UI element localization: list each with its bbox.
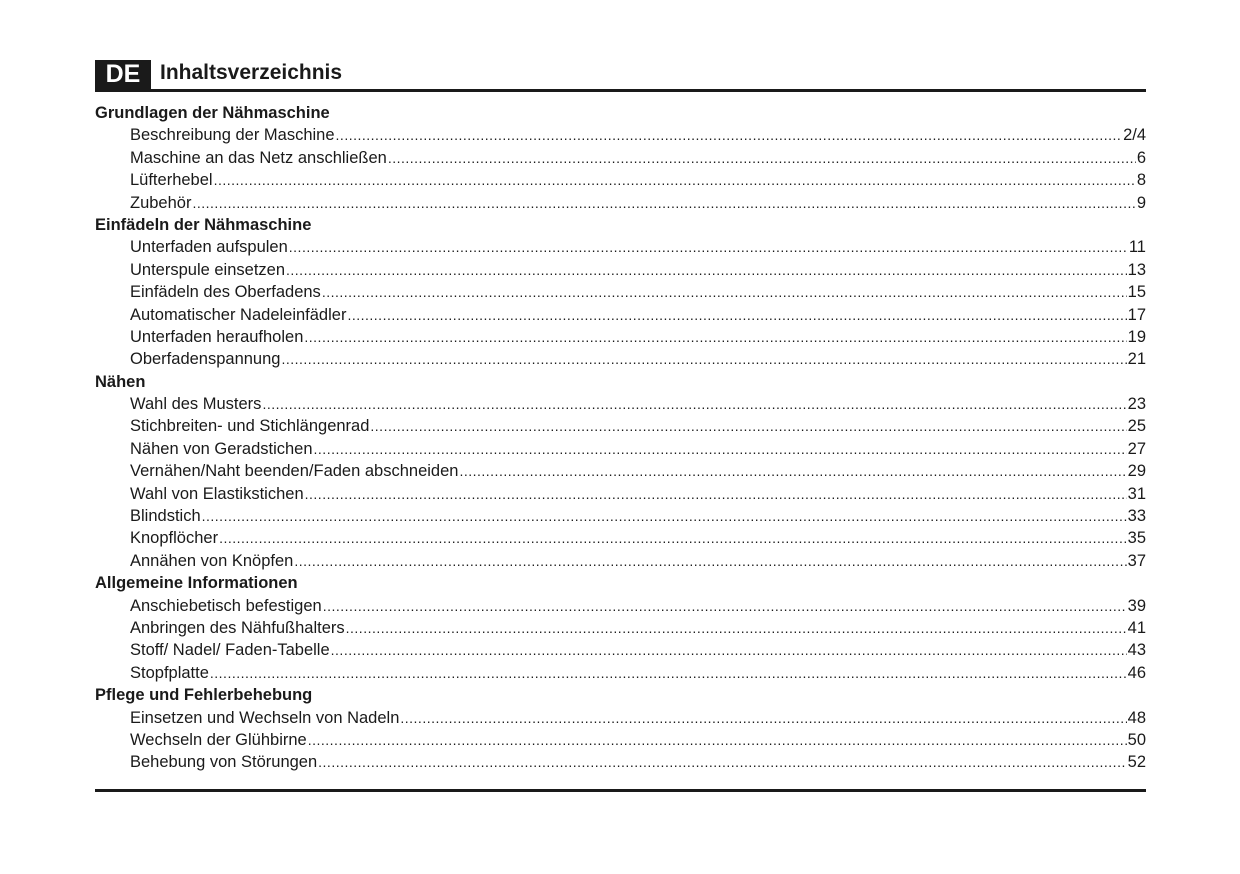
toc-entry-label: Unterfaden aufspulen: [130, 238, 288, 257]
toc-entry-label: Stoff/ Nadel/ Faden-Tabelle: [130, 641, 330, 660]
toc-section-heading: Einfädeln der Nähmaschine: [95, 215, 312, 234]
toc-entry[interactable]: [95, 662, 1146, 684]
toc-entry-label: Lüfterhebel: [130, 171, 213, 190]
dot-leader: [262, 393, 1126, 415]
toc-entry-page-number: 46: [1127, 663, 1146, 682]
toc-entry-label: Behebung von Störungen: [130, 753, 318, 772]
toc-entry[interactable]: [95, 192, 1146, 214]
toc-entry-page-number: 6: [1136, 148, 1146, 167]
page-header: [95, 58, 1146, 92]
toc-entry-page-number: 8: [1136, 171, 1146, 190]
toc-entry[interactable]: [95, 550, 1146, 572]
toc-section-heading: Grundlagen der Nähmaschine: [95, 104, 330, 122]
toc-entry-label: Oberfadenspannung: [130, 350, 281, 369]
table-of-contents: [95, 102, 1146, 774]
toc-entry-page-number: 48: [1127, 708, 1146, 727]
toc-entry[interactable]: [95, 527, 1146, 549]
toc-entry-page-number: 43: [1127, 641, 1146, 660]
toc-entry-label: Maschine an das Netz anschließen: [130, 148, 387, 167]
toc-entry[interactable]: [95, 617, 1146, 639]
toc-entry[interactable]: [95, 259, 1146, 281]
footer-divider: [95, 789, 1146, 792]
toc-entry[interactable]: [95, 505, 1146, 527]
toc-entry-page-number: 35: [1127, 529, 1146, 548]
dot-leader: [322, 281, 1127, 303]
dot-leader: [323, 595, 1127, 617]
toc-entry[interactable]: [95, 169, 1146, 191]
toc-entry-page-number: 21: [1127, 350, 1146, 369]
toc-section-heading: Pflege und Fehlerbehebung: [95, 686, 313, 705]
toc-entry-label: Beschreibung der Maschine: [130, 126, 335, 145]
dot-leader: [318, 751, 1126, 773]
toc-section: [95, 572, 1146, 684]
page-title: Inhaltsverzeichnis: [160, 61, 343, 84]
toc-entry-label: Knopflöcher: [130, 529, 219, 548]
dot-leader: [304, 326, 1126, 348]
toc-entry[interactable]: [95, 460, 1146, 482]
dot-leader: [202, 505, 1127, 527]
dot-leader: [459, 460, 1126, 482]
toc-entry[interactable]: [95, 729, 1146, 751]
toc-entry[interactable]: [95, 236, 1146, 258]
toc-entry-page-number: 52: [1127, 753, 1146, 772]
dot-leader: [286, 259, 1127, 281]
toc-entry-label: Vernähen/Naht beenden/Faden abschneiden: [130, 462, 459, 481]
dot-leader: [308, 729, 1127, 751]
toc-section: [95, 684, 1146, 774]
toc-entry-page-number: 25: [1127, 417, 1146, 436]
toc-section: [95, 371, 1146, 573]
dot-leader: [370, 415, 1126, 437]
toc-entry[interactable]: [95, 707, 1146, 729]
toc-entry[interactable]: [95, 639, 1146, 661]
toc-entry-page-number: 13: [1127, 260, 1146, 279]
toc-entry-label: Anschiebetisch befestigen: [130, 596, 322, 615]
toc-entry[interactable]: [95, 124, 1146, 146]
toc-entry-label: Unterfaden heraufholen: [130, 327, 304, 346]
toc-entry[interactable]: [95, 415, 1146, 437]
toc-entry-label: Nähen von Geradstichen: [130, 439, 313, 458]
toc-entry-label: Unterspule einsetzen: [130, 260, 286, 279]
toc-entry-page-number: 23: [1127, 395, 1146, 414]
toc-entry-label: Annähen von Knöpfen: [130, 551, 294, 570]
toc-entry[interactable]: [95, 281, 1146, 303]
dot-leader: [314, 438, 1127, 460]
toc-entry-label: Einfädeln des Oberfadens: [130, 283, 321, 302]
toc-entry-label: Blindstich: [130, 507, 201, 526]
toc-entry[interactable]: [95, 751, 1146, 773]
toc-entry[interactable]: [95, 348, 1146, 370]
dot-leader: [336, 124, 1123, 146]
toc-entry[interactable]: [95, 326, 1146, 348]
toc-entry-label: Wahl von Elastikstichen: [130, 484, 304, 503]
toc-entry-page-number: 9: [1136, 193, 1146, 212]
toc-entry[interactable]: [95, 595, 1146, 617]
toc-entry-page-number: 37: [1127, 551, 1146, 570]
dot-leader: [289, 236, 1128, 258]
toc-entry-page-number: 27: [1127, 439, 1146, 458]
toc-entry-label: Automatischer Nadeleinfädler: [130, 305, 347, 324]
dot-leader: [331, 639, 1127, 661]
toc-entry-page-number: 19: [1127, 327, 1146, 346]
dot-leader: [346, 617, 1127, 639]
dot-leader: [347, 304, 1126, 326]
dot-leader: [192, 192, 1135, 214]
dot-leader: [388, 147, 1136, 169]
toc-entry-label: Stichbreiten- und Stichlängenrad: [130, 417, 370, 436]
toc-entry-label: Wechseln der Glühbirne: [130, 730, 307, 749]
toc-entry-page-number: 31: [1127, 484, 1146, 503]
toc-entry-page-number: 29: [1127, 462, 1146, 481]
toc-entry-page-number: 50: [1127, 730, 1146, 749]
toc-entry-page-number: 15: [1127, 283, 1146, 302]
dot-leader: [219, 527, 1127, 549]
toc-entry-page-number: 11: [1128, 238, 1146, 257]
toc-section: [95, 102, 1146, 214]
toc-section-heading: Allgemeine Informationen: [95, 574, 298, 593]
toc-entry[interactable]: [95, 304, 1146, 326]
toc-entry-page-number: 17: [1127, 305, 1146, 324]
toc-entry-label: Stopfplatte: [130, 663, 209, 682]
toc-entry[interactable]: [95, 483, 1146, 505]
dot-leader: [294, 550, 1126, 572]
toc-section: [95, 214, 1146, 371]
toc-entry-page-number: 33: [1127, 507, 1146, 526]
toc-entry[interactable]: [95, 438, 1146, 460]
dot-leader: [400, 707, 1126, 729]
toc-entry-page-number: 39: [1127, 596, 1146, 615]
toc-entry-label: Einsetzen und Wechseln von Nadeln: [130, 708, 400, 727]
dot-leader: [281, 348, 1126, 370]
language-badge: DE: [95, 60, 151, 89]
toc-entry[interactable]: [95, 393, 1146, 415]
toc-entry-page-number: 2/4: [1123, 126, 1146, 145]
toc-entry-label: Wahl des Musters: [130, 395, 262, 414]
dot-leader: [210, 662, 1127, 684]
toc-entry-page-number: 41: [1127, 618, 1146, 637]
toc-entry[interactable]: [95, 147, 1146, 169]
dot-leader: [214, 169, 1136, 191]
toc-section-heading: Nähen: [95, 372, 146, 391]
toc-entry-label: Zubehör: [130, 193, 192, 212]
toc-entry-label: Anbringen des Nähfußhalters: [130, 618, 345, 637]
dot-leader: [305, 483, 1127, 505]
